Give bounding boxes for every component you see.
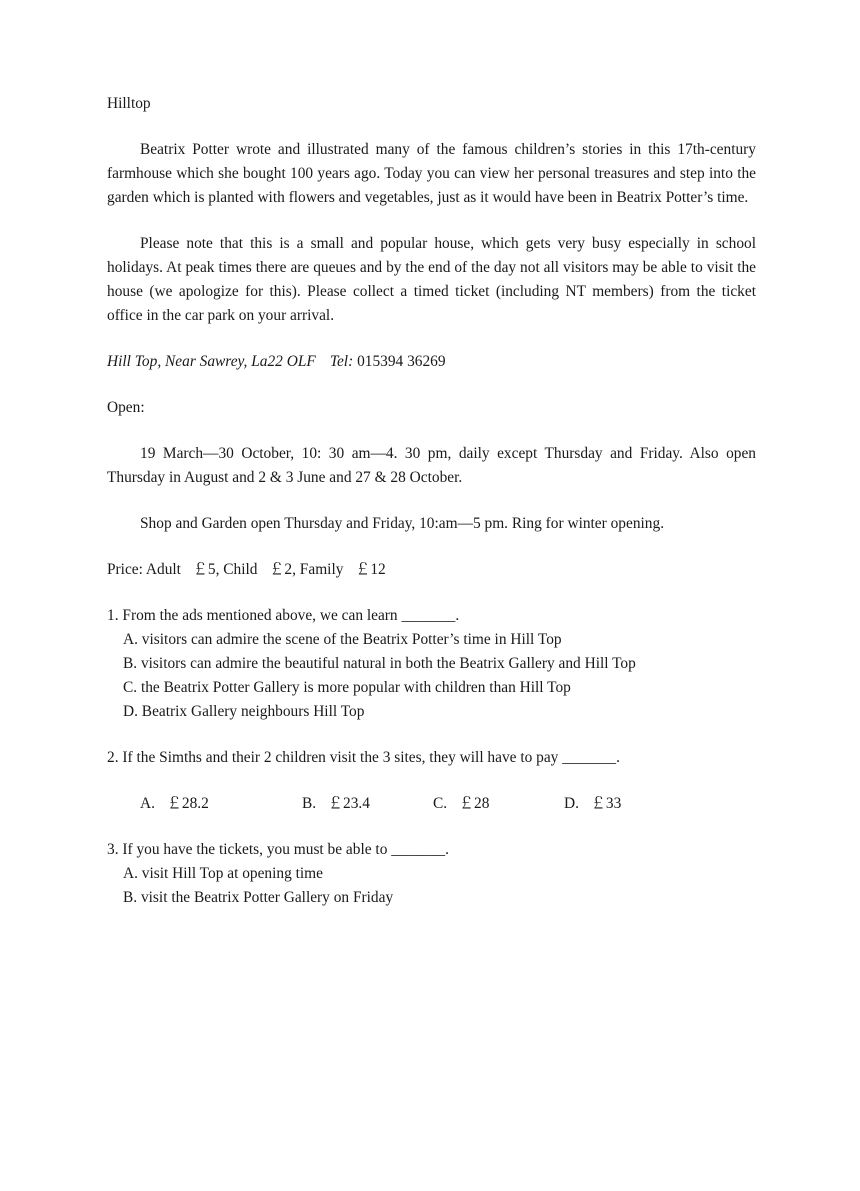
question-2-option-a: A. ￡28.2 bbox=[140, 795, 209, 812]
price-line: Price: Adult ￡5, Child ￡2, Family ￡12 bbox=[107, 561, 386, 578]
question-1-option-d: D. Beatrix Gallery neighbours Hill Top bbox=[123, 703, 365, 720]
question-3-option-a: A. visit Hill Top at opening time bbox=[123, 865, 323, 882]
document-page bbox=[107, 92, 756, 910]
question-2-option-b: B. ￡23.4 bbox=[302, 795, 370, 812]
open-label: Open: bbox=[107, 399, 145, 416]
paragraph-visitor-note: Please note that this is a small and popular house, which gets very busy especially in school holidays. At peak times there are queues and by the end of the day not all visitors may be able to visit the house (we apologize for this). Please collect a timed ticket (including NT members) from the ticket office in the car park on your arrival. bbox=[107, 235, 756, 324]
question-3-stem: 3. If you have the tickets, you must be able to _______. bbox=[107, 841, 449, 858]
question-2-stem: 2. If the Simths and their 2 children visit the 3 sites, they will have to pay _______. bbox=[107, 749, 620, 766]
question-2-options bbox=[107, 792, 756, 816]
contact-address: Hill Top, Near Sawrey, La22 OLF bbox=[107, 353, 316, 370]
contact-line bbox=[107, 350, 756, 374]
question-3-option-b: B. visit the Beatrix Potter Gallery on Friday bbox=[123, 889, 394, 906]
open-hours: 19 March—30 October, 10: 30 am—4. 30 pm, daily except Thursday and Friday. Also open Thursday in August and 2 & 3 June and 27 & 28 October. bbox=[107, 445, 756, 486]
paragraph-description: Beatrix Potter wrote and illustrated many of the famous children’s stories in this 17th-century farmhouse which she bought 100 years ago. Today you can view her personal treasures and step into the garden which is planted with flowers and vegetables, just as it would have been in Beatrix Potter’s time. bbox=[107, 141, 756, 206]
question-2-option-d: D. ￡33 bbox=[564, 795, 622, 812]
question-1-stem: 1. From the ads mentioned above, we can learn _______. bbox=[107, 607, 460, 624]
document-title: Hilltop bbox=[107, 95, 151, 112]
question-1-option-b: B. visitors can admire the beautiful natural in both the Beatrix Gallery and Hill Top bbox=[123, 655, 636, 672]
question-1-option-a: A. visitors can admire the scene of the Beatrix Potter’s time in Hill Top bbox=[123, 631, 562, 648]
contact-tel-number: 015394 36269 bbox=[357, 353, 446, 370]
contact-tel-label: Tel: bbox=[329, 353, 354, 370]
question-2-option-c: C. ￡28 bbox=[433, 795, 490, 812]
question-1-option-c: C. the Beatrix Potter Gallery is more popular with children than Hill Top bbox=[123, 679, 571, 696]
shop-garden-hours: Shop and Garden open Thursday and Friday, 10:am—5 pm. Ring for winter opening. bbox=[140, 515, 665, 532]
